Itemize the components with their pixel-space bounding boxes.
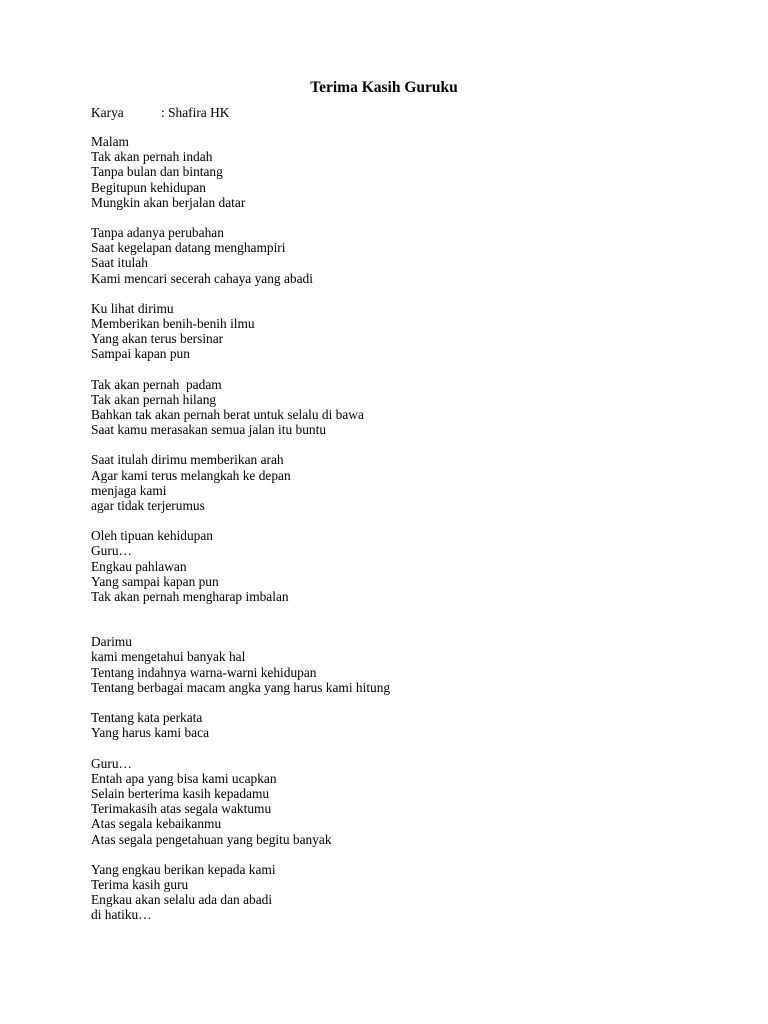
poem-line: Saat itulah — [91, 255, 148, 271]
poem-line: Selain berterima kasih kepadamu — [91, 785, 270, 801]
poem-stanza — [91, 634, 711, 695]
poem-stanza — [91, 134, 711, 210]
poem-line: Kami mencari secerah cahaya yang abadi — [91, 270, 313, 286]
poem-line: Tanpa adanya perubahan — [91, 225, 224, 241]
poem-body — [91, 134, 711, 923]
poem-line: Tak akan pernah hilang — [91, 391, 217, 407]
poem-line: Guru… — [91, 755, 132, 771]
poem-stanza — [91, 452, 711, 513]
author-name: : Shafira HK — [161, 105, 230, 120]
poem-line: Entah apa yang bisa kami ucapkan — [91, 770, 277, 786]
author-line — [91, 104, 229, 121]
poem-line: Engkau akan selalu ada dan abadi — [91, 892, 273, 908]
poem-line: Mungkin akan berjalan datar — [91, 194, 246, 210]
poem-line: kami mengetahui banyak hal — [91, 649, 246, 665]
poem-line: di hatiku… — [91, 907, 152, 923]
poem-stanza — [91, 377, 711, 438]
poem-line: menjaga kami — [91, 482, 167, 498]
poem-line: Tentang indahnya warna-warni kehidupan — [91, 664, 317, 680]
poem-line: Yang akan terus bersinar — [91, 331, 224, 347]
poem-line: Tak akan pernah mengharap imbalan — [91, 589, 289, 605]
poem-line: Ku lihat dirimu — [91, 300, 174, 316]
poem-line: Memberikan benih-benih ilmu — [91, 316, 255, 332]
poem-line: Engkau pahlawan — [91, 558, 187, 574]
poem-stanza — [91, 710, 711, 740]
poem-line: Terima kasih guru — [91, 876, 189, 892]
poem-stanza — [91, 225, 711, 286]
poem-line: agar tidak terjerumus — [91, 498, 205, 514]
poem-stanza — [91, 528, 711, 604]
poem-stanza — [91, 301, 711, 362]
poem-line: Saat itulah dirimu memberikan arah — [91, 452, 284, 468]
poem-line: Tak akan pernah indah — [91, 149, 213, 165]
poem-line: Agar kami terus melangkah ke depan — [91, 467, 291, 483]
poem-line: Saat kegelapan datang menghampiri — [91, 240, 286, 256]
poem-line: Terimakasih atas segala waktumu — [91, 801, 272, 817]
poem-line: Yang sampai kapan pun — [91, 573, 219, 589]
poem-line: Guru… — [91, 543, 132, 559]
poem-stanza — [91, 862, 711, 923]
poem-line: Begitupun kehidupan — [91, 179, 206, 195]
poem-title: Terima Kasih Guruku — [310, 79, 458, 96]
poem-line: Yang harus kami baca — [91, 725, 210, 741]
poem-line: Oleh tipuan kehidupan — [91, 528, 213, 544]
poem-line: Atas segala pengetahuan yang begitu banyak — [91, 831, 332, 847]
poem-line: Tentang berbagai macam angka yang harus kami hitung — [91, 679, 391, 695]
poem-line: Saat kamu merasakan semua jalan itu buntu — [91, 422, 327, 438]
poem-line: Yang engkau berikan kepada kami — [91, 861, 276, 877]
poem-line: Tanpa bulan dan bintang — [91, 164, 223, 180]
poem-line: Atas segala kebaikanmu — [91, 816, 222, 832]
poem-line: Tentang kata perkata — [91, 710, 203, 726]
poem-line: Tak akan pernah padam — [91, 376, 222, 392]
poem-line: Sampai kapan pun — [91, 346, 190, 362]
author-label: Karya — [91, 105, 124, 120]
poem-line: Bahkan tak akan pernah berat untuk selalu di bawa — [91, 407, 364, 423]
poem-line: Malam — [91, 134, 129, 149]
poem-stanza — [91, 756, 711, 847]
poem-line: Darimu — [91, 634, 132, 650]
